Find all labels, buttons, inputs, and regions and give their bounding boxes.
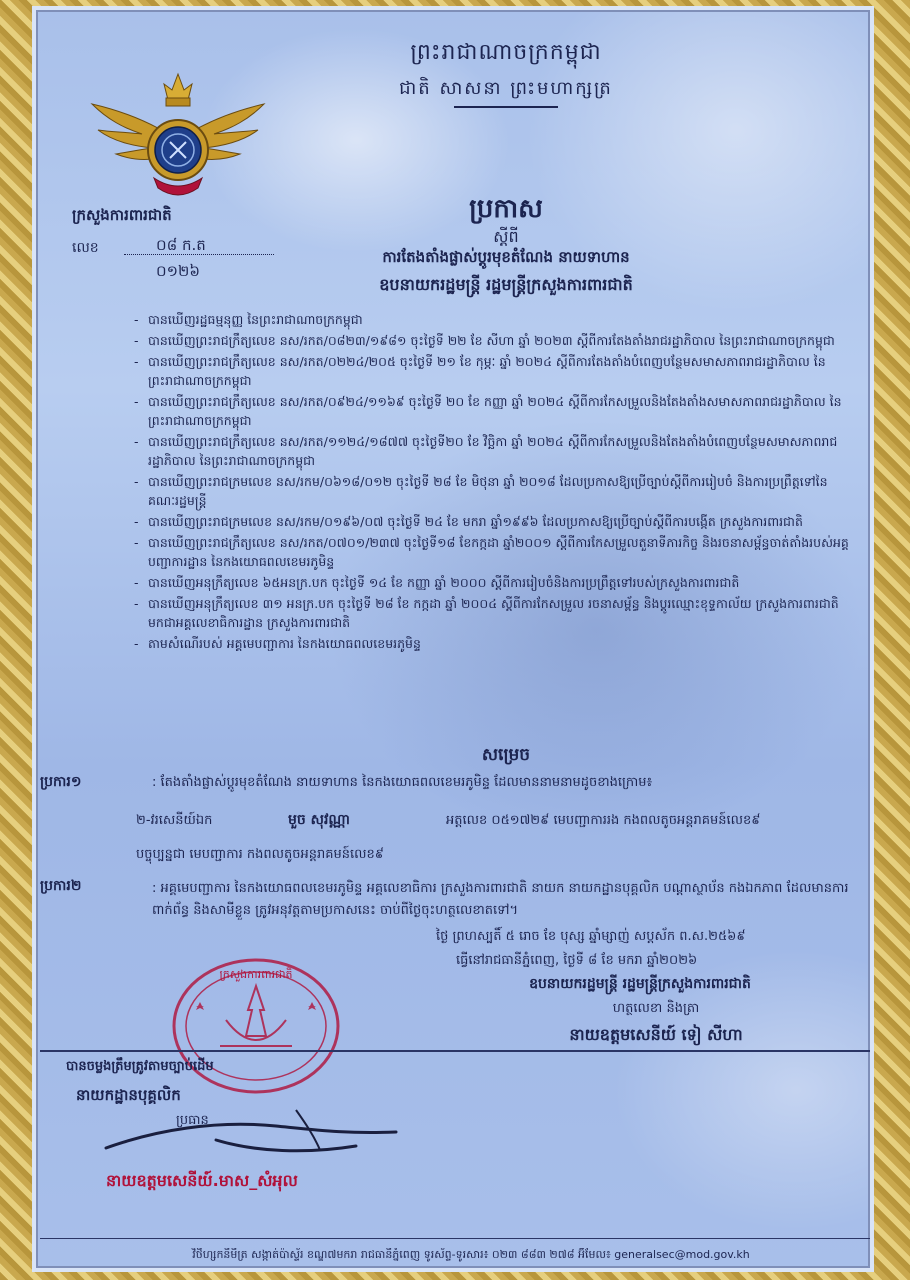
- issuing-authority: ឧបនាយករដ្ឋមន្ត្រី រដ្ឋមន្ត្រីក្រសួងការពារជាតិ: [379, 275, 633, 294]
- document-title: ប្រកាស: [469, 194, 543, 224]
- document-subject: ការតែងតាំងផ្លាស់ប្តូរមុខតំណែង នាយទាហាន: [382, 248, 630, 266]
- signatory-title: ឧបនាយករដ្ឋមន្ត្រី រដ្ឋមន្ត្រីក្រសួងការពារជាតិ: [529, 976, 751, 992]
- consideration-item: - បានឃើញព្រះរាជក្រឹត្យលេខ នស/រកត/០៨២៣/១៩៨១ ចុះថ្ងៃទី ២២ ខែ សីហា ឆ្នាំ ២០២៣ ស្តីពីការតែងតាំងរាជរដ្ឋាភិបាល នៃព្រះរាជាណាចក្រកម្ពុជា: [132, 331, 852, 350]
- signatory-name: នាយឧត្តមសេនីយ៍ ទៀ សីហា: [569, 1025, 743, 1044]
- consideration-item: - បានឃើញរដ្ឋធម្មនុញ្ញ នៃព្រះរាជាណាចក្រកម្ពុជា: [132, 310, 852, 329]
- official-seal-icon: [156, 950, 356, 1100]
- signature-and-seal-label: ហត្ថលេខា និងត្រា: [612, 1001, 700, 1016]
- article-1-text: : តែងតាំងផ្លាស់ប្តូរមុខតំណែង នាយទាហាន នៃកងយោធពលខេមរភូមិន្ទ ដែលមាននាមនាមដូចខាងក្រោម៖: [152, 775, 653, 790]
- footer-divider: [40, 1238, 870, 1239]
- consideration-item: - បានឃើញព្រះរាជក្រឹត្យលេខ នស/រកត/០២២៤/២០៥ ចុះថ្ងៃទី ២១ ខែ កុម្ភៈ ឆ្នាំ ២០២៤ ស្តីពីការតែងតាំងបំពេញបន្ថែមសមាសភាពរាជរដ្ឋាភិបាល នៃព្រះរាជាណាចក្រកម្ពុជា: [132, 352, 852, 390]
- officer-name: មួច សុវណ្ណា: [288, 812, 350, 828]
- copy-certification: បានចម្លងត្រឹមត្រូវតាមច្បាប់ដើម: [66, 1059, 214, 1074]
- consideration-item: - បានឃើញព្រះរាជក្រមលេខ នស/រកម/០១៩៦/០៧ ចុះថ្ងៃទី ២៤ ខែ មករា ឆ្នាំ១៩៩៦ ដែលប្រកាសឱ្យប្រើច្បាប់ស្តីពីការបង្កើត ក្រសួងការពារជាតិ: [132, 512, 852, 531]
- national-motto: ជាតិ សាសនា ព្រះមហាក្សត្រ: [399, 78, 613, 99]
- kingdom-title: ព្រះរាជាណាចក្រកម្ពុជា: [410, 40, 602, 65]
- decision-heading: សម្រេច: [481, 745, 531, 765]
- officer-details: អត្តលេខ ០៥១៧២៩ មេបញ្ជាការរង កងពលតូចអន្តរាគមន៍លេខ៩: [446, 813, 761, 828]
- copy-certifier-role: នាយកដ្ឋានបុគ្គលិក: [76, 1086, 181, 1104]
- officer-new-position: បច្ចុប្បន្នជា មេបញ្ជាការ កងពលតូចអន្តរាគមន៍លេខ៩: [136, 847, 385, 862]
- article-2-text: : អគ្គមេបញ្ជាការ នៃកងយោធពលខេមរភូមិន្ទ អគ្គលេខាធិការ ក្រសួងការពារជាតិ នាយក នាយកដ្ឋានបុគ្គលិក បណ្តាស្ថាប័ន កងឯកភាព ដែលមានការពាក់ព័ន្ធ និងសាមីខ្លួន ត្រូវអនុវត្តតាមប្រកាសនេះ ចាប់ពីថ្ងៃចុះហត្ថលេខាតទៅ។: [152, 881, 849, 918]
- consideration-item: - បានឃើញព្រះរាជក្រឹត្យលេខ នស/រកត/១១២៤/១៨៧៧ ចុះថ្ងៃទី២០ ខែ វិច្ឆិកា ឆ្នាំ ២០២៤ ស្តីពីការកែសម្រួលនិងតែងតាំងបំពេញបន្ថែមសមាសភាពរាជរដ្ឋាភិបាល នៃព្រះរាជាណាចក្រកម្ពុជា: [132, 432, 852, 470]
- consideration-item: - បានឃើញព្រះរាជក្រមលេខ នស/រកម/០៦១៨/០១២ ចុះថ្ងៃទី ២៨ ខែ មិថុនា ឆ្នាំ ២០១៨ ដែលប្រកាសឱ្យប្រើច្បាប់ស្តីពីការរៀបចំ និងការប្រព្រឹត្តទៅនៃគណៈរដ្ឋមន្ត្រី: [132, 472, 852, 510]
- reference-number: ០១២៦: [156, 262, 200, 280]
- issuing-ministry: ក្រសួងការពារជាតិ: [72, 206, 172, 224]
- article-2-label: ប្រការ២: [40, 878, 82, 894]
- handwritten-signature-icon: [96, 1090, 416, 1170]
- section-divider: [40, 1050, 870, 1052]
- reference-value: ០៨ ក.ត: [156, 236, 206, 254]
- consideration-item: - បានឃើញអនុក្រឹត្យលេខ ៣១ អនក្រ.បក ចុះថ្ងៃទី ២៨ ខែ កក្កដា ឆ្នាំ ២០០៤ ស្តីពីការកែសម្រួល រចនាសម្ព័ន្ធ និងប្តូរឈ្មោះខុទ្ទកាល័យ ក្រសួងការពារជាតិ មកជាអគ្គលេខាធិការដ្ឋាន ក្រសួងការពារជាតិ: [132, 594, 852, 632]
- considerations-list: [132, 310, 852, 655]
- motto-underline: [454, 106, 558, 108]
- consideration-item: - បានឃើញព្រះរាជក្រឹត្យលេខ នស/រកត/០៧០១/២៣៧ ចុះថ្ងៃទី១៨ ខែកក្កដា ឆ្នាំ២០០១ ស្តីពីការកែសម្រួលតួនាទីភារកិច្ច និងរចនាសម្ព័ន្ធចាត់តាំងរបស់អគ្គបញ្ជាការដ្ឋាន នៃកងយោធពលខេមរភូមិន្ទ: [132, 533, 852, 571]
- solar-date: ធ្វើនៅរាជធានីភ្នំពេញ, ថ្ងៃទី ៨ ខែ មករា ឆ្នាំ២០២៦: [456, 953, 698, 968]
- consideration-item: - បានឃើញអនុក្រឹត្យលេខ ៦៥អនក្រ.បក ចុះថ្ងៃទី ១៤ ខែ កញ្ញា ឆ្នាំ ២០០០ ស្តីពីការរៀបចំនិងការប្រព្រឹត្តទៅរបស់ក្រសួងការពារជាតិ: [132, 573, 852, 592]
- article-1-label: ប្រការ១: [40, 774, 82, 790]
- document-subtitle: ស្តីពី: [493, 227, 519, 246]
- consideration-item: - បានឃើញព្រះរាជក្រឹត្យលេខ នស/រកត/០៩២៤/១១៦៩ ចុះថ្ងៃទី ២០ ខែ កញ្ញា ឆ្នាំ ២០២៤ ស្តីពីការកែសម្រួលនិងតែងតាំងសមាសភាពរាជរដ្ឋាភិបាល នៃព្រះរាជាណាចក្រកម្ពុជា: [132, 392, 852, 430]
- copy-head-label: ប្រធាន: [176, 1113, 209, 1128]
- lunar-date: ថ្ងៃ ព្រហស្បតិ៍ ៥ រោច ខែ បុស្ស ឆ្នាំម្សាញ់ សប្តស័ក ព.ស.២៥៦៩: [436, 929, 746, 944]
- copy-signer-name: នាយឧត្តមសេនីយ៍.មាស_សំអុល: [106, 1171, 298, 1190]
- document-page: [32, 6, 874, 1272]
- seal-text: ក្រសួងការពារជាតិ: [219, 968, 293, 981]
- consideration-item: - តាមសំណើរបស់ អគ្គមេបញ្ជាការ នៃកងយោធពលខេមរភូមិន្ទ: [132, 634, 852, 653]
- officer-rank: ២-វរសេនីយ៍ឯក: [136, 813, 213, 828]
- footer-address: វិថីហ្សកនីមីត្រ សង្កាត់ប៉ាស្ទ័រ ខណ្ឌ៧មករា រាជធានីភ្នំពេញ ទូរស័ព្ទ-ទូរសារ៖ ០២៣ ៨៨៣ ២៧៨ អ៊ីមែល៖ generalsec@mod.gov.kh: [192, 1248, 750, 1261]
- reference-label: លេខ: [72, 240, 99, 256]
- ministry-emblem-icon: [88, 70, 268, 210]
